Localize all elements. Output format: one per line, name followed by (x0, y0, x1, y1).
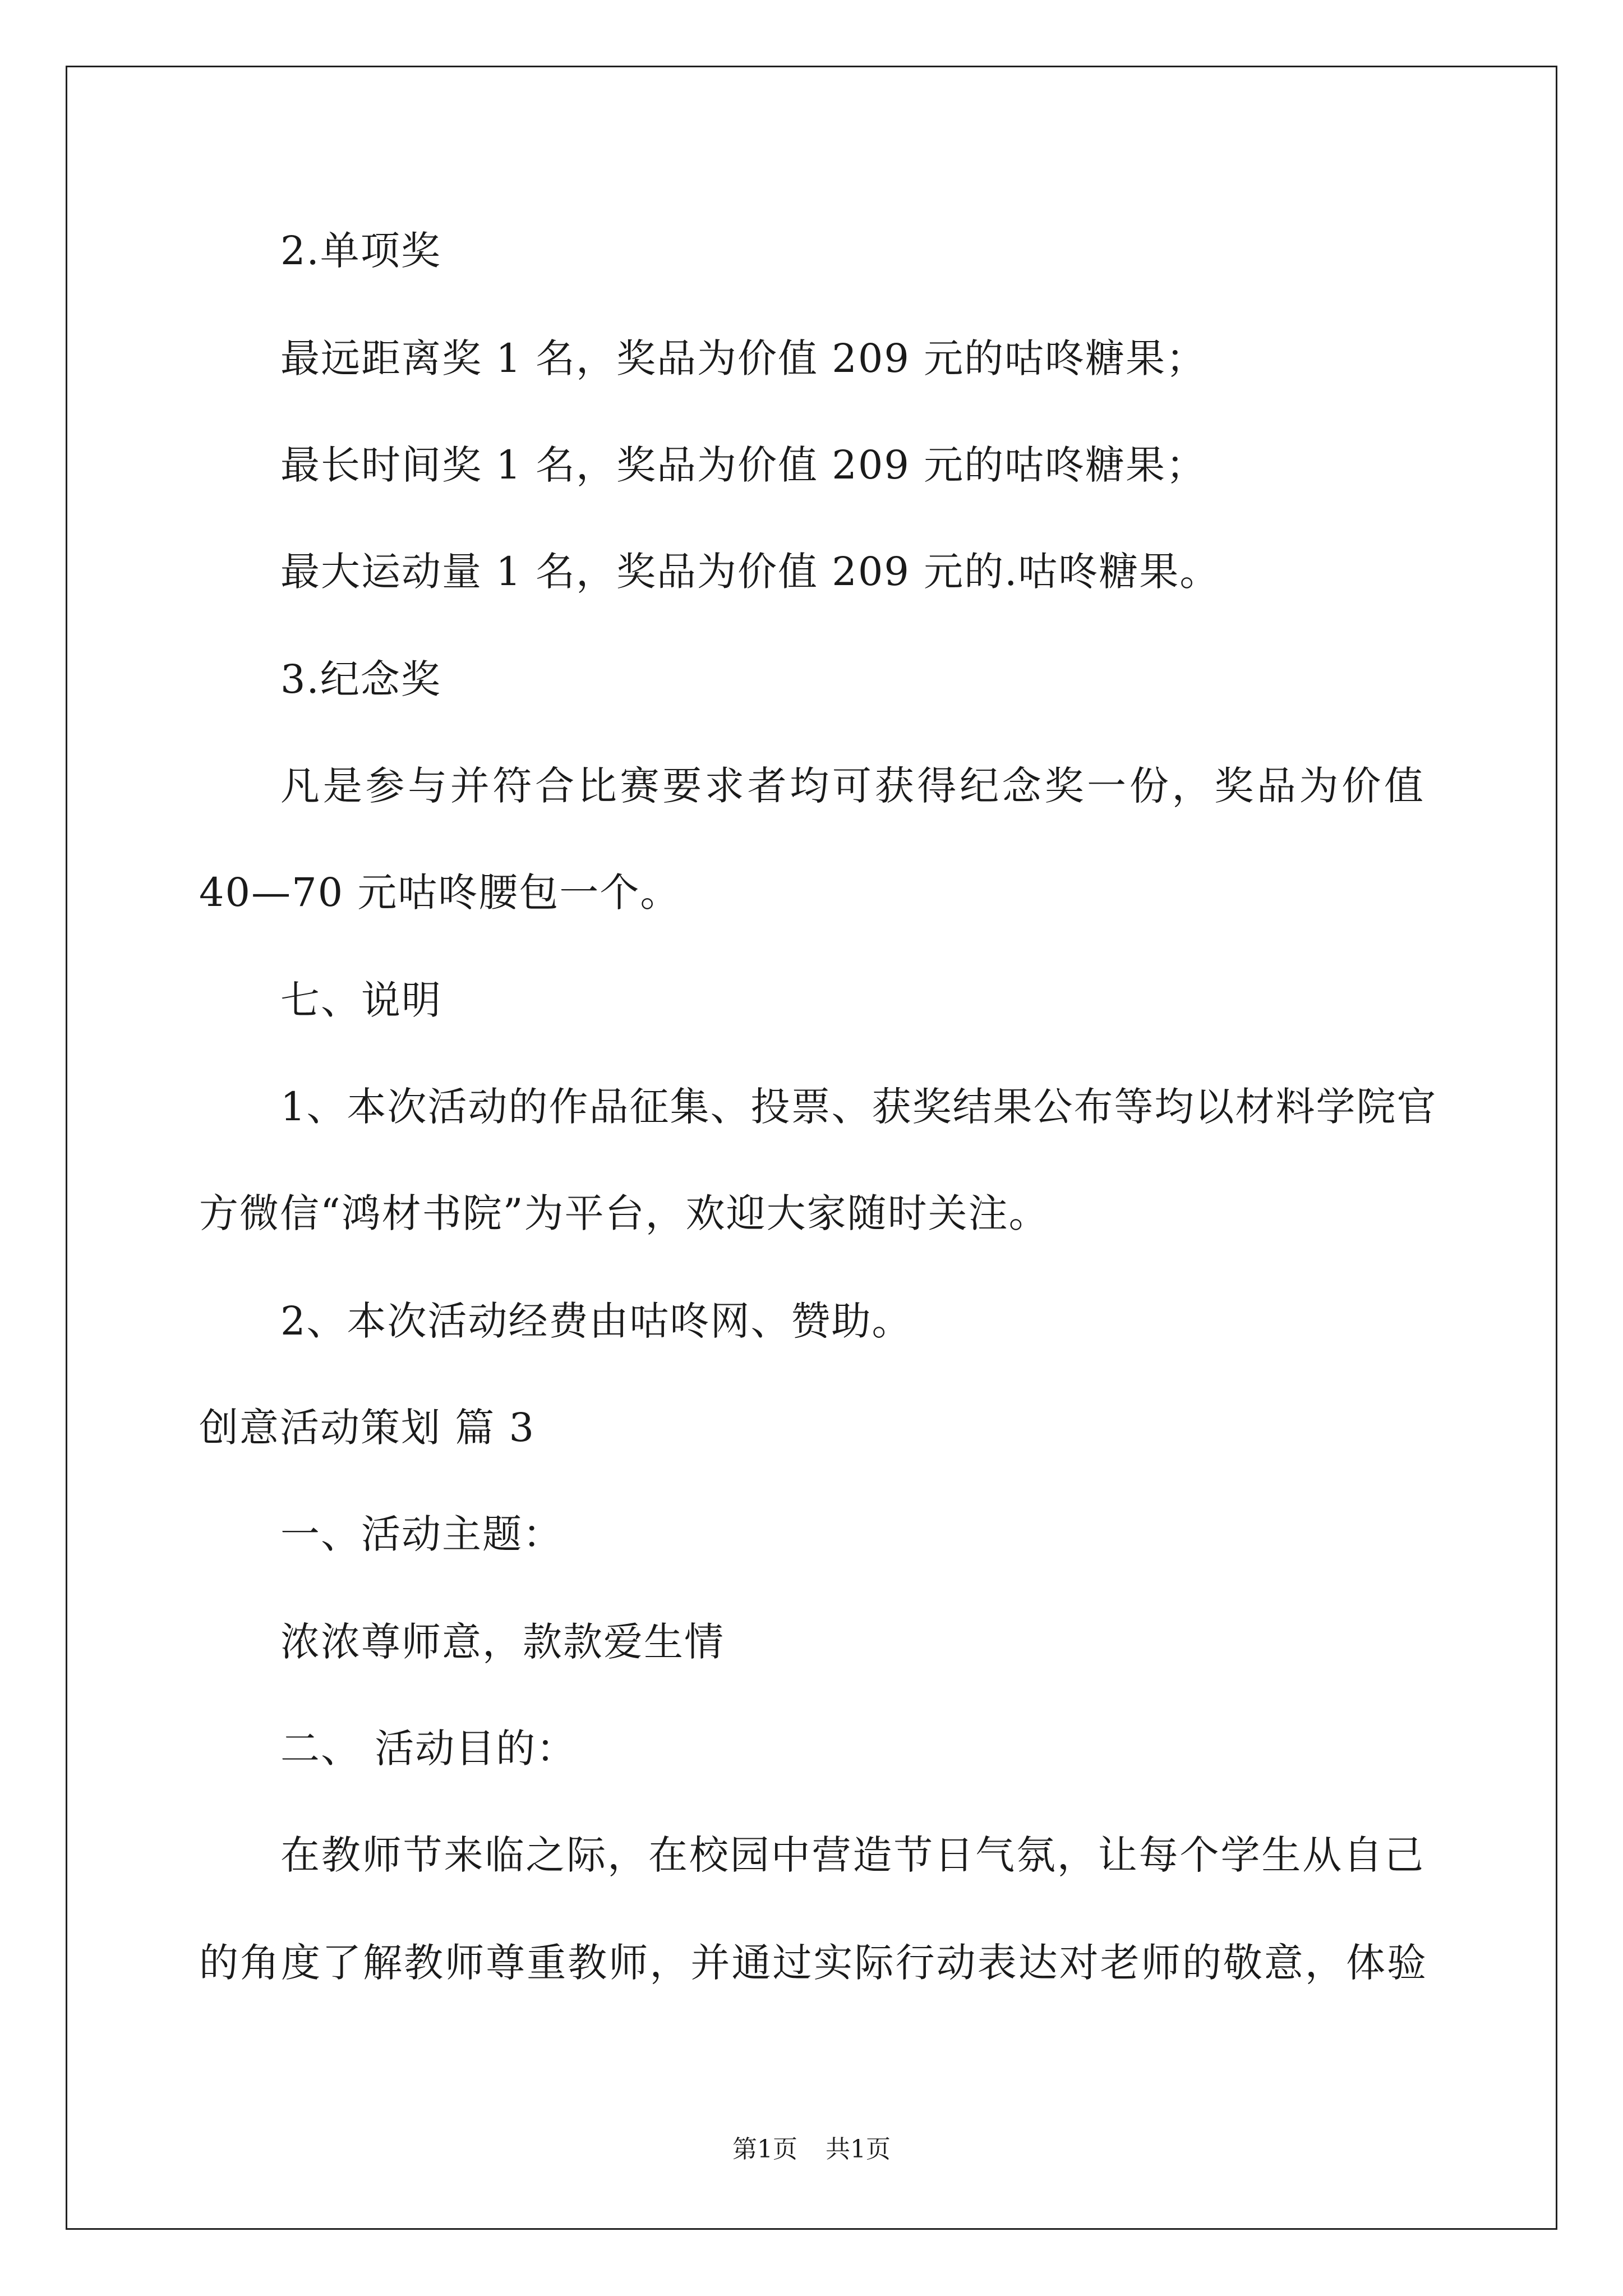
section-heading-memorial-award: 3.纪念奖 (280, 656, 441, 702)
section-heading-theme: 一、活动主题： (280, 1511, 563, 1557)
page-number-total: 共1页 (826, 2135, 891, 2164)
paragraph-line: 最大运动量 1 名，奖品为价值 209 元的.咕咚糖果。 (280, 549, 1220, 595)
paragraph-line: 在教师节来临之际，在校园中营造节日气氛，让每个学生从自己 (280, 1832, 1424, 1878)
paragraph-line: 最长时间奖 1 名，奖品为价值 209 元的咕咚糖果； (280, 442, 1207, 488)
paragraph-line: 的角度了解教师尊重教师，并通过实际行动表达对老师的敬意，体验 (199, 1940, 1427, 1986)
paragraph-line: 1、本次活动的作品征集、投票、获奖结果公布等均以材料学院官 (280, 1084, 1437, 1130)
article-title: 创意活动策划 篇 3 (199, 1405, 536, 1451)
paragraph-line: 40—70 元咕咚腰包一个。 (199, 869, 681, 915)
section-heading-notes: 七、说明 (280, 977, 442, 1023)
paragraph-line: 凡是参与并符合比赛要求者均可获得纪念奖一份，奖品为价值 (280, 763, 1424, 809)
section-heading-purpose: 二、 活动目的： (280, 1726, 577, 1772)
paragraph-line: 2、本次活动经费由咕咚网、赞助。 (280, 1298, 912, 1344)
paragraph-line: 浓浓尊师意，款款爱生情 (280, 1619, 725, 1665)
paragraph-line: 最远距离奖 1 名，奖品为价值 209 元的咕咚糖果； (280, 335, 1207, 381)
section-heading-single-award: 2.单项奖 (280, 228, 441, 274)
page-number-current: 第1页 (732, 2135, 797, 2164)
paragraph-line: 方微信“鸿材书院”为平台，欢迎大家随时关注。 (199, 1190, 1049, 1236)
page-footer (0, 2134, 1623, 2165)
